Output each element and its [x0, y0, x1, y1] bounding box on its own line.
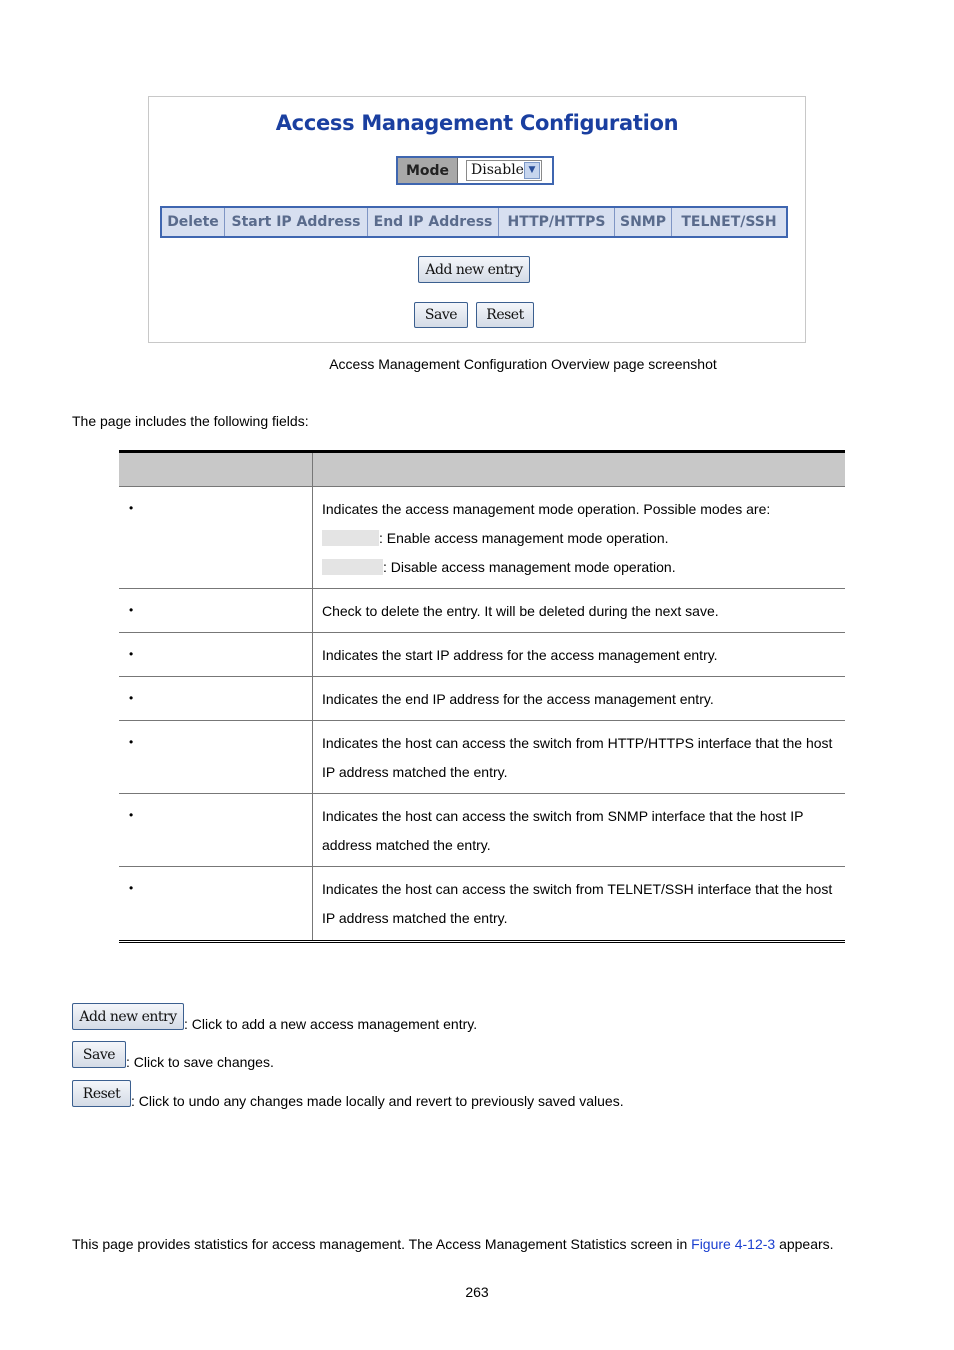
fields-table-header [119, 453, 845, 487]
bullet: • [129, 647, 134, 661]
bullet: • [129, 603, 134, 617]
bullet: • [129, 501, 134, 515]
figure-caption: Access Management Configuration Overview page screenshot [329, 356, 717, 372]
http-description: Indicates the host can access the switch from HTTP/HTTPS interface that the host IP address matched the entry. [322, 735, 833, 780]
intro-text: The page includes the following fields: [72, 413, 309, 429]
bullet: • [129, 881, 134, 895]
reset-button-description [72, 1080, 624, 1107]
add-button-description [72, 1003, 477, 1030]
column-delete: Delete [162, 208, 225, 236]
column-telnet-ssh: TELNET/SSH [681, 214, 777, 230]
add-new-entry-button[interactable]: Add new entry [418, 256, 530, 283]
table-row [119, 589, 845, 633]
reset-button[interactable]: Reset [72, 1080, 131, 1107]
bullet: • [129, 808, 134, 822]
chevron-down-icon[interactable]: ▼ [524, 162, 540, 179]
delete-description: Check to delete the entry. It will be deleted during the next save. [322, 603, 719, 619]
column-snmp: SNMP [615, 208, 672, 236]
column-http-https: HTTP/HTTPS [499, 208, 615, 236]
save-button-text: : Click to save changes. [126, 1054, 274, 1070]
bullet: • [129, 735, 134, 749]
start-ip-description: Indicates the start IP address for the access management entry. [322, 647, 718, 663]
table-row [119, 633, 845, 677]
end-ip-description: Indicates the end IP address for the access management entry. [322, 691, 714, 707]
reset-button-text: : Click to undo any changes made locally and revert to previously saved values. [131, 1093, 624, 1109]
mode-select-value: Disable [471, 162, 524, 178]
save-button[interactable]: Save [72, 1041, 126, 1068]
mode-control [396, 156, 554, 185]
mode-description: Indicates the access management mode operation. Possible modes are: [322, 501, 771, 517]
column-start-ip: Start IP Address [225, 208, 368, 236]
table-row [119, 794, 845, 867]
table-row [119, 867, 845, 940]
screenshot-title: Access Management Configuration [275, 111, 679, 135]
add-new-entry-button[interactable]: Add new entry [72, 1003, 184, 1030]
save-button[interactable]: Save [414, 302, 468, 328]
save-button-description [72, 1041, 274, 1068]
mode-enable-description: : Enable access management mode operation. [379, 530, 669, 546]
config-screenshot [148, 96, 806, 343]
table-row [119, 677, 845, 721]
column-end-ip: End IP Address [368, 208, 499, 236]
footer-paragraph: This page provides statistics for access management. The Access Management Statistics screen in Figure 4-12-3 appears. [72, 1236, 834, 1252]
telnet-description: Indicates the host can access the switch from TELNET/SSH interface that the host IP address matched the entry. [322, 881, 833, 926]
reset-button[interactable]: Reset [476, 302, 534, 328]
table-row [119, 721, 845, 794]
bullet: • [129, 691, 134, 705]
table-bottom-rule [119, 940, 845, 943]
entry-table-header [160, 206, 788, 238]
add-button-text: : Click to add a new access management entry. [184, 1016, 478, 1032]
fields-table [119, 450, 845, 943]
snmp-description: Indicates the host can access the switch from SNMP interface that the host IP address matched the entry. [322, 808, 804, 853]
mode-label: Mode [398, 158, 458, 183]
mode-select[interactable] [466, 160, 542, 181]
table-row [119, 487, 845, 589]
figure-link[interactable]: Figure 4-12-3 [691, 1236, 776, 1252]
page-number: 263 [465, 1284, 489, 1300]
mode-disable-description: : Disable access management mode operation. [383, 559, 676, 575]
